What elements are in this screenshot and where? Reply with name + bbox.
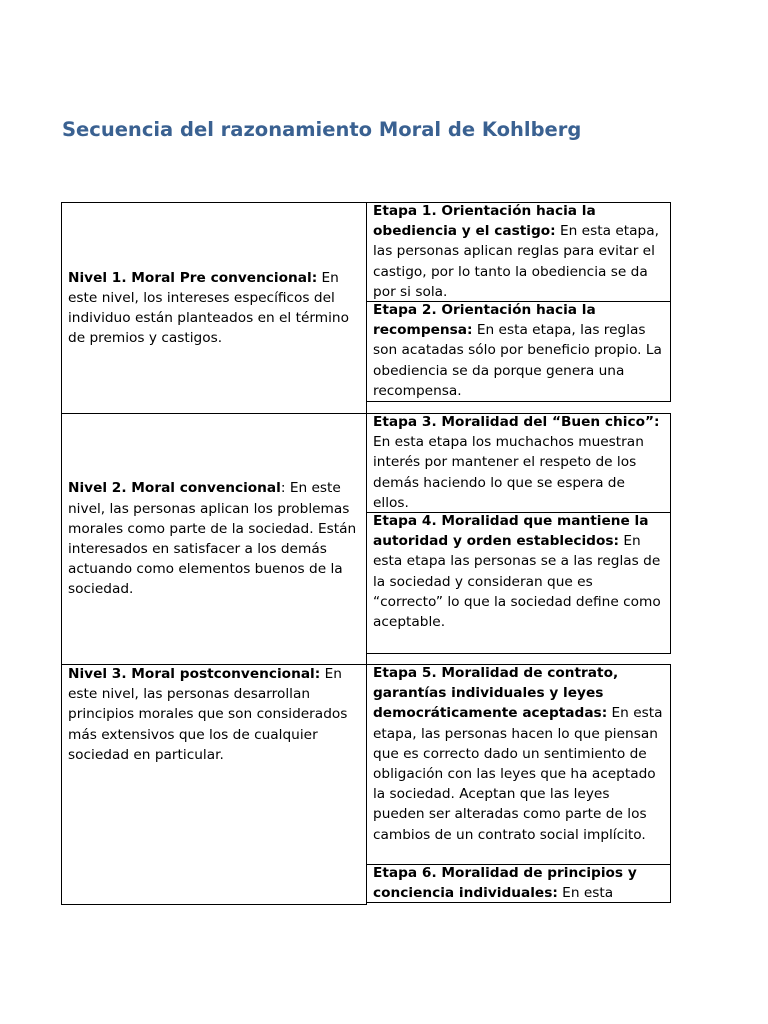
stage-5-text: En esta etapa, las personas hacen lo que piensan que es correcto dado un sentimiento de obligación con las leyes que ha aceptado la sociedad. Aceptan que las leyes pueden ser alteradas como parte de los cambios de un contrato social implícito. bbox=[373, 705, 663, 843]
level-1-description bbox=[68, 268, 361, 349]
stage-6-text: En esta bbox=[557, 885, 614, 902]
stage-3-description bbox=[373, 413, 665, 513]
stage-1-cell bbox=[366, 202, 671, 303]
level-3-text: En este nivel, las personas desarrollan principios morales que son considerados más extensivos que los de cualquier sociedad en particular. bbox=[68, 666, 348, 763]
stage-1-description bbox=[373, 202, 665, 302]
level-1-cell bbox=[61, 202, 367, 414]
stage-1-text: En esta etapa, las personas aplican reglas para evitar el castigo, por lo tanto la obediencia se da por si sola. bbox=[373, 223, 659, 300]
stage-5-description bbox=[373, 664, 665, 845]
stage-4-text: En esta etapa las personas se a las reglas de la sociedad y consideran que es “correcto” lo que la sociedad define como aceptable. bbox=[373, 533, 661, 631]
level-2-cell bbox=[61, 413, 367, 665]
level-1-text: En este nivel, los intereses específicos del individuo están planteados en el término de premios y castigos. bbox=[68, 269, 349, 347]
stage-3-heading: Etapa 3. Moralidad del “Buen chico”: bbox=[373, 414, 660, 430]
level-2-description bbox=[68, 478, 361, 599]
stage-2-heading: Etapa 2. Orientación hacia la recompensa: bbox=[373, 302, 596, 339]
level-3-description bbox=[68, 664, 361, 765]
level-3-cell bbox=[61, 664, 367, 905]
stage-4-heading: Etapa 4. Moralidad que mantiene la autoridad y orden establecidos: bbox=[373, 513, 649, 550]
stage-3-cell bbox=[366, 413, 671, 514]
level-2-heading: Nivel 2. Moral convencional bbox=[68, 480, 281, 497]
stage-2-description bbox=[373, 301, 665, 401]
stage-1-heading: Etapa 1. Orientación hacia la obediencia y el castigo: bbox=[373, 203, 596, 240]
level-3-heading: Nivel 3. Moral postconvencional: bbox=[68, 666, 321, 682]
stage-2-text: En esta etapa, las reglas son acatadas sólo por beneficio propio. La obediencia se da porque genera una recompensa. bbox=[373, 322, 662, 399]
stage-2-cell bbox=[366, 301, 671, 402]
stage-5-cell bbox=[366, 664, 671, 866]
stage-6-cell bbox=[366, 864, 671, 903]
page-title: Secuencia del razonamiento Moral de Kohlberg bbox=[62, 118, 582, 141]
stage-4-cell bbox=[366, 512, 671, 654]
level-1-heading: Nivel 1. Moral Pre convencional: bbox=[68, 269, 318, 286]
stage-3-text: En esta etapa los muchachos muestran interés por mantener el respeto de los demás haciendo lo que se espera de ellos. bbox=[373, 434, 644, 511]
stage-6-description bbox=[373, 864, 665, 903]
level-2-text: : En este nivel, las personas aplican los problemas morales como parte de la sociedad. Están interesados en satisfacer a los demás actuando como elementos buenos de la sociedad. bbox=[68, 480, 357, 598]
stage-6-heading: Etapa 6. Moralidad de principios y conciencia individuales: bbox=[373, 865, 637, 902]
stage-5-heading: Etapa 5. Moralidad de contrato, garantías individuales y leyes democráticamente aceptadas: bbox=[373, 665, 619, 722]
stage-4-description bbox=[373, 512, 665, 632]
